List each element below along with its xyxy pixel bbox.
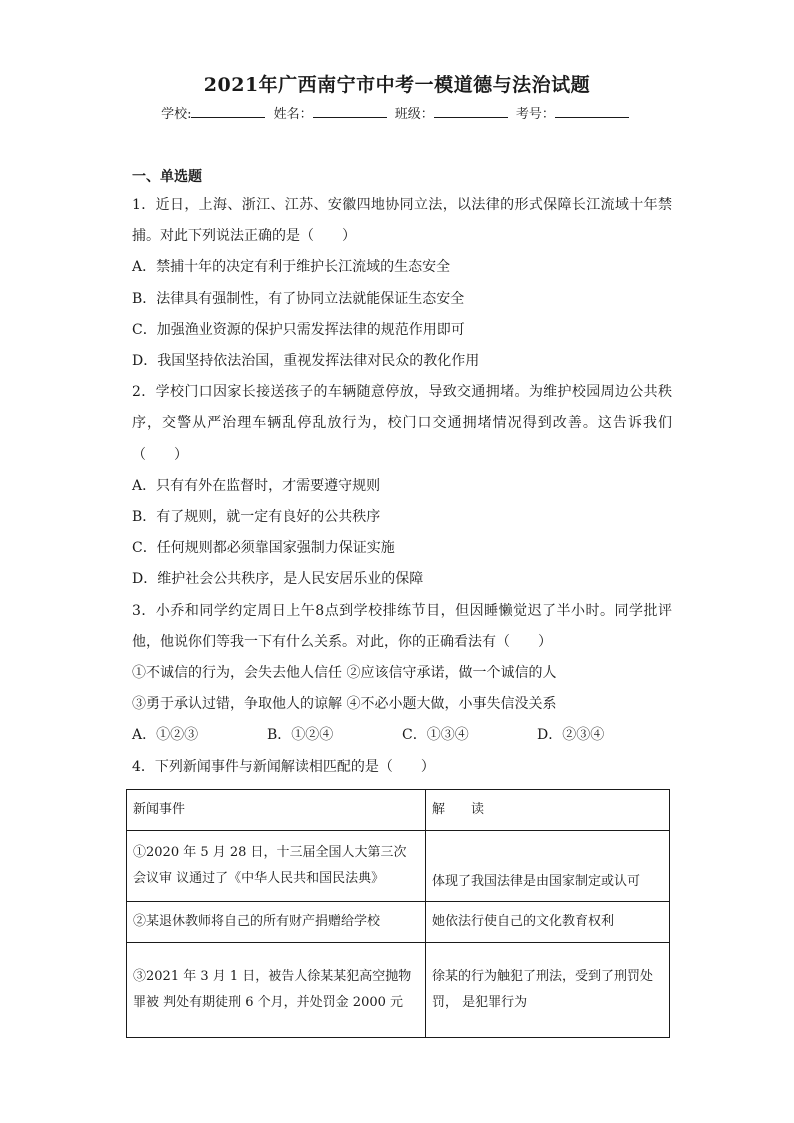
- table-cell: ②某退休教师将自己的所有财产捐赠给学校: [127, 901, 426, 942]
- question-3: [132, 596, 672, 752]
- class-blank[interactable]: [434, 105, 508, 118]
- option-d[interactable]: D．维护社会公共秩序，是人民安居乐业的保障: [132, 571, 424, 588]
- table-cell: 体现了我国法律是由国家制定或认可: [426, 830, 670, 901]
- statement-line: ①不诚信的行为，会失去他人信任 ②应该信守承诺，做一个诚信的人: [132, 665, 557, 682]
- table-header-cell: 新闻事件: [127, 789, 426, 830]
- question-2: [132, 377, 672, 595]
- news-table: [126, 789, 670, 1038]
- option-d[interactable]: D．②③④: [537, 727, 605, 744]
- school-label: 学校:: [161, 107, 192, 122]
- option-c[interactable]: C．任何规则都必须靠国家强制力保证实施: [132, 540, 395, 557]
- name-label: 姓名：: [273, 107, 313, 122]
- number-label: 考号：: [515, 107, 555, 122]
- table-cell: ③2021 年 3 月 1 日，被告人徐某某犯高空抛物罪被 判处有期徒刑 6 个月，并处罚金 2000 元: [127, 942, 426, 1037]
- question-1: [132, 190, 672, 377]
- school-blank[interactable]: [191, 105, 265, 118]
- option-b[interactable]: B．法律具有强制性，有了协同立法就能保证生态安全: [132, 290, 465, 307]
- question-stem: 3．小乔和同学约定周日上午8点到学校排练节目，但因睡懒觉迟了半小时。同学批评他，他说你们等我一下有什么关系。对此，你的正确看法有（ ）: [132, 602, 672, 650]
- statement-line: ③勇于承认过错，争取他人的谅解 ④不必小题大做，小事失信没关系: [132, 696, 557, 713]
- table-header-cell: 解 读: [426, 789, 670, 830]
- student-info-line: [0, 103, 794, 122]
- option-c[interactable]: C．①③④: [402, 727, 469, 744]
- option-c[interactable]: C．加强渔业资源的保护只需发挥法律的规范作用即可: [132, 321, 465, 338]
- table-row: [127, 830, 670, 901]
- option-a[interactable]: A．只有有外在监督时，才需要遵守规则: [132, 477, 381, 494]
- class-label: 班级：: [394, 107, 434, 122]
- exam-title: 2021年广西南宁市中考一模道德与法治试题: [203, 74, 591, 96]
- question-4: [132, 752, 672, 1038]
- table-cell: 徐某的行为触犯了刑法，受到了刑罚处罚， 是犯罪行为: [426, 942, 670, 1037]
- table-cell: ①2020 年 5 月 28 日，十三届全国人大第三次会议审 议通过了《中华人民共和国民法典》: [127, 830, 426, 901]
- table-header-row: [127, 789, 670, 830]
- table-row: [127, 942, 670, 1037]
- question-stem: 1．近日，上海、浙江、江苏、安徽四地协同立法，以法律的形式保障长江流域十年禁捕。对此下列说法正确的是（ ）: [132, 197, 672, 245]
- table-row: [127, 901, 670, 942]
- option-b[interactable]: B．有了规则，就一定有良好的公共秩序: [132, 509, 381, 526]
- table-cell: 她依法行使自己的文化教育权利: [426, 901, 670, 942]
- question-stem: 4．下列新闻事件与新闻解读相匹配的是（ ）: [132, 758, 435, 775]
- option-b[interactable]: B．①②④: [267, 727, 334, 744]
- option-a[interactable]: A．禁捕十年的决定有利于维护长江流域的生态安全: [132, 259, 451, 276]
- number-blank[interactable]: [555, 105, 629, 118]
- option-a[interactable]: A．①②③: [132, 727, 199, 744]
- inline-options: [132, 720, 672, 751]
- section-heading: 一、单选题: [132, 169, 202, 185]
- name-blank[interactable]: [313, 105, 387, 118]
- questions-body: [132, 190, 672, 1038]
- option-d[interactable]: D．我国坚持依法治国，重视发挥法律对民众的教化作用: [132, 353, 480, 370]
- question-stem: 2．学校门口因家长接送孩子的车辆随意停放，导致交通拥堵。为维护校园周边公共秩序，交警从严治理车辆乱停乱放行为，校门口交通拥堵情况得到改善。这告诉我们（ ）: [132, 384, 672, 463]
